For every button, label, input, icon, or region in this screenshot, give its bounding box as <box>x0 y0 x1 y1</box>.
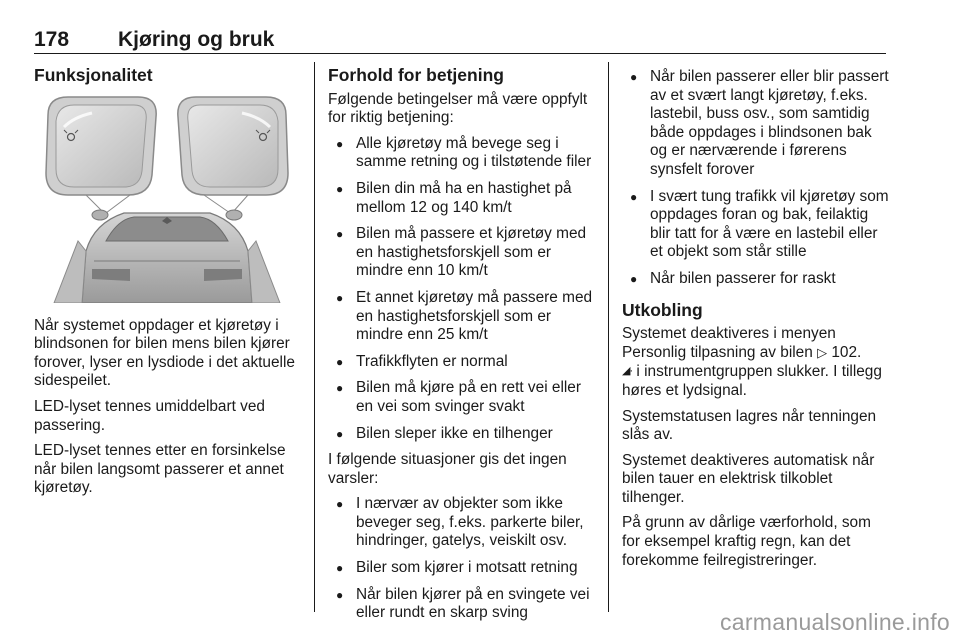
left-mirror-icon <box>46 97 156 195</box>
list-item: ● Bilen må kjøre på en rett vei eller en vei som svinger svakt <box>328 379 596 416</box>
conditions-intro: Følgende betingelser må være oppfylt for riktig betjening: <box>328 90 588 127</box>
no-alert-list-continued <box>622 68 890 289</box>
column-deactivation <box>622 66 890 577</box>
page-header <box>34 22 886 54</box>
list-item: ● Når bilen passerer eller blir passert av et svært langt kjøretøy, f.eks. lastebil, buss osv., som samtidig både oppdages i blindsonen bak og er nærværende i førerens synsfelt forover <box>622 68 890 180</box>
list-item: ● Bilen sleper ikke en tilhenger <box>328 425 596 444</box>
column-divider <box>608 62 609 612</box>
alerts-intro: I følgende situasjoner gis det ingen varsler: <box>328 451 567 487</box>
column-functionality <box>34 66 302 505</box>
list-item: ● Et annet kjøretøy må passere med en hastighetsforskjell som er mindre enn 25 km/t <box>328 289 596 345</box>
list-item: ● Når bilen kjører på en svingete vei eller rundt en skarp sving <box>328 586 596 623</box>
section-heading-deactivation: Utkobling <box>622 299 703 320</box>
paragraph: Systemet deaktiveres automatisk når bilen tauer en elektrisk tilkoblet tilhenger. <box>622 451 875 506</box>
paragraph: LED-lyset tennes etter en forsinkelse når bilen langsomt passerer et annet kjøretøy. <box>34 442 286 497</box>
list-item: ● Biler som kjører i motsatt retning <box>328 559 596 578</box>
paragraph <box>622 325 890 400</box>
blind-spot-warning-icon: ◢· <box>622 365 633 378</box>
deactivation-text: Systemet deaktiveres i menyen Personlig tilpasning av bilen <box>622 325 836 361</box>
list-item: ● I svært tung trafikk vil kjøretøy som oppdages foran og bak, feilaktig blir tatt for å være en lastebil eller et objekt som står stille <box>622 188 890 262</box>
list-item: ● I nærvær av objekter som ikke beveger seg, f.eks. parkerte biler, hindringer, gatelys, veiskilt osv. <box>328 495 596 551</box>
page-reference-arrow-icon: ▷ <box>817 344 828 360</box>
list-item: ● Alle kjøretøy må bevege seg i samme retning og i tilstøtende filer <box>328 135 596 172</box>
deactivation-text-rest: i instrumentgruppen slukker. I tillegg høres et lydsignal. <box>622 363 882 399</box>
paragraph: På grunn av dårlige værforhold, som for eksempel kraftig regn, kan det forekomme feilregistreringer. <box>622 514 871 569</box>
paragraph: Systemstatusen lagres når tenningen slås av. <box>622 407 877 444</box>
section-heading-operating-conditions: Forhold for betjening <box>328 65 504 85</box>
list-item: ● Bilen må passere et kjøretøy med en hastighetsforskjell som er mindre enn 10 km/t <box>328 225 596 281</box>
side-mirror-blind-spot-illustration <box>34 91 300 303</box>
no-alert-list <box>328 495 596 623</box>
list-item: ● Bilen din må ha en hastighet på mellom 12 og 140 km/t <box>328 180 596 217</box>
right-mirror-icon <box>178 97 288 195</box>
column-divider <box>314 62 315 612</box>
column-operating-conditions <box>328 66 596 631</box>
conditions-list <box>328 135 596 443</box>
paragraph: LED-lyset tennes umiddelbart ved passering. <box>34 397 265 434</box>
paragraph: Når systemet oppdager et kjøretøy i blindsonen for bilen mens bilen kjører forover, lyser en lysdiode i det aktuelle sidespeilet. <box>34 316 295 390</box>
section-heading-functionality: Funksjonalitet <box>34 65 153 85</box>
list-item: ● Trafikkflyten er normal <box>328 353 596 372</box>
car-rear-icon <box>54 210 280 303</box>
page-reference-link[interactable]: 102. <box>831 343 862 361</box>
list-item: ● Når bilen passerer for raskt <box>622 270 890 289</box>
page-number: 178 <box>34 28 70 51</box>
watermark: carmanualsonline.info <box>719 609 950 635</box>
chapter-title: Kjøring og bruk <box>118 28 275 51</box>
